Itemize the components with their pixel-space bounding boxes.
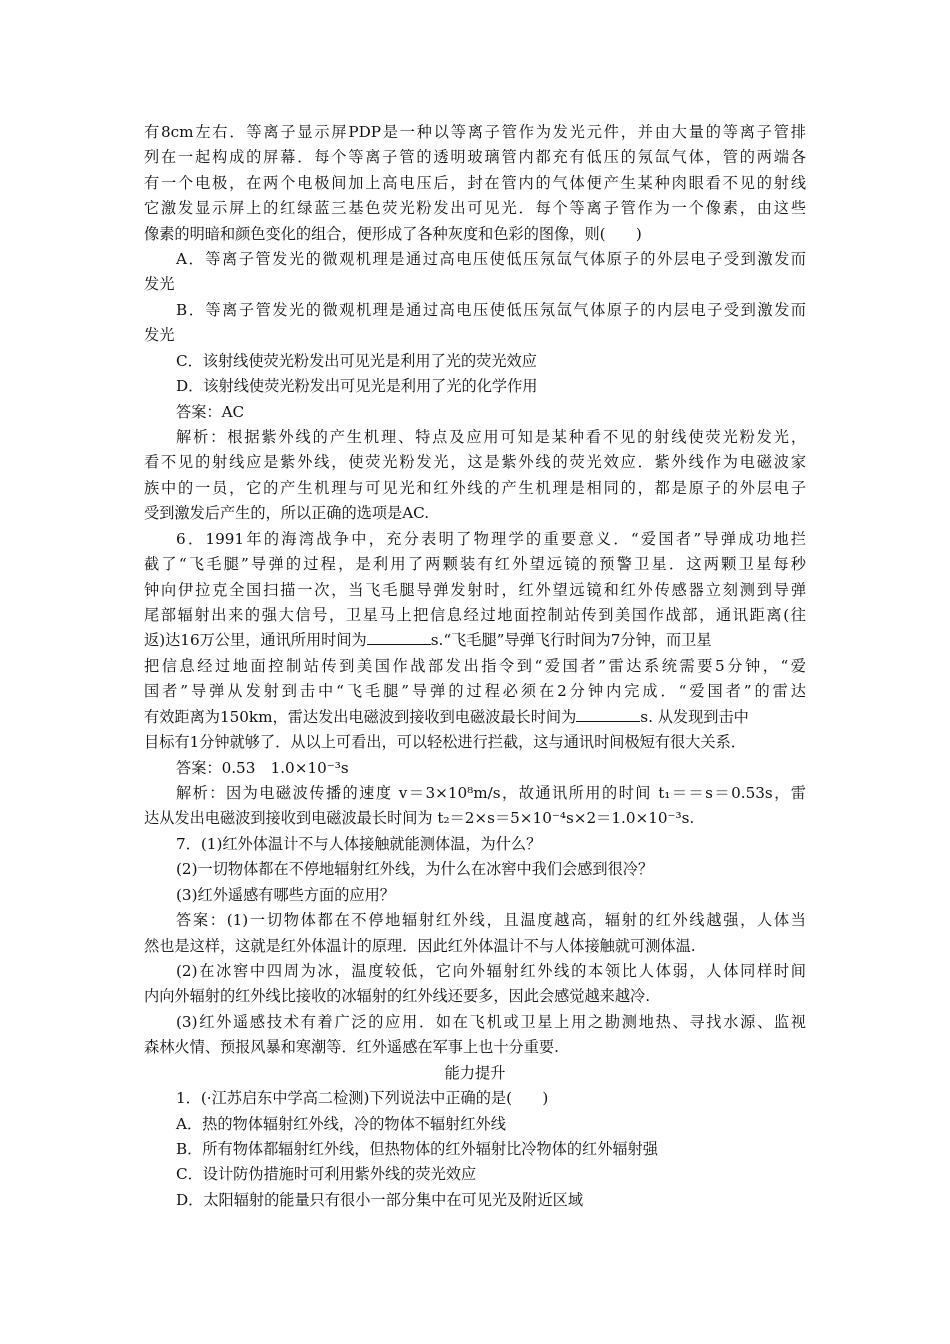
text-line: 像素的明暗和颜色变化的组合，便形成了各种灰度和色彩的图像，则( ) (144, 225, 642, 243)
option-a-cont: 发光 (144, 275, 175, 293)
answer-7-line: 森林火情、预报风暴和寒潮等．红外遥感在军事上也十分重要. (144, 1038, 559, 1056)
text-segment: 有效距离为150km，雷达发出电磁波到接收到电磁波最长时间为 (144, 708, 577, 726)
answer-7-line: 内向外辐射的红外线比接收的冰辐射的红外线还要多，因此会感觉越来越冷. (144, 987, 651, 1005)
explanation-line: 解析：根据紫外线的产生机理、特点及应用可知是某种看不见的射线使荧光粉发光， (176, 428, 806, 446)
question-7-part: (3)红外遥感有哪些方面的应用？ (176, 886, 395, 904)
question-6-line: 把信息经过地面控制站传到美国作战部发出指令到“爱国者”雷达系统需要5分钟，“爱 (144, 657, 806, 675)
text-line: 有一个电极，在两个电极间加上高电压后，封在管内的气体便产生某种肉眼看不见的射线 (144, 174, 806, 192)
question-6-line: 目标有1分钟就够了．从以上可看出，可以轻松进行拦截，这与通讯时间极短有很大关系． (144, 733, 746, 751)
answer-7-line: (2)在冰窖中四周为冰，温度较低，它向外辐射红外线的本领比人体弱，人体同样时间 (176, 962, 806, 980)
answer-7-line: 然也是这样，这就是红外体温计的原理．因此红外体温计不与人体接触就可测体温. (144, 937, 696, 955)
explanation-line: 看不见的射线应是紫外线，使荧光粉发光，这是紫外线的荧光效应．紫外线作为电磁波家 (144, 453, 806, 471)
text-segment: s.“飞毛腿”导弹飞行时间为7分钟，而卫星 (430, 631, 712, 649)
question-6-line (144, 630, 806, 650)
text-segment: s. 从发现到击中 (640, 708, 749, 726)
question-6-line (144, 707, 806, 727)
solution-6-line: 达从发出电磁波到接收到电磁波最长时间为 t₂＝2×s＝5×10⁻⁴s×2＝1.0×10⁻³s. (144, 809, 695, 827)
text-line: 有8cm左右．等离子显示屏PDP是一种以等离子管作为发光元件，并由大量的等离子管排 (144, 123, 806, 141)
answer-6: 答案：0.53 1.0×10⁻³s (176, 759, 349, 777)
question-7-part: (2)一切物体都在不停地辐射红外线，为什么在冰窖中我们会感到很冷？ (176, 860, 654, 878)
option-b-cont: 发光 (144, 326, 175, 344)
answer-blank (576, 707, 640, 722)
text-line: 列在一起构成的屏幕．每个等离子管的透明玻璃管内都充有低压的氖氙气体，管的两端各 (144, 148, 806, 166)
question-6-line: 国者”导弹从发射到击中“飞毛腿”导弹的过程必须在2分钟内完成．“爱国者”的雷达 (144, 682, 806, 700)
text-line: 它激发显示屏上的红绿蓝三基色荧光粉发出可见光．每个等离子管作为一个像素，由这些 (144, 199, 806, 217)
question-7: 7．(1)红外体温计不与人体接触就能测体温，为什么？ (176, 835, 542, 853)
option-b: B．所有物体都辐射红外线，但热物体的红外辐射比冷物体的红外辐射强 (176, 1140, 658, 1158)
practice-question-1: 1．(·江苏启东中学高二检测)下列说法中正确的是( ) (176, 1089, 549, 1107)
option-c: C．设计防伪措施时可利用紫外线的荧光效应 (176, 1165, 477, 1183)
explanation-line: 受到激发后产生的，所以正确的选项是AC. (144, 504, 430, 522)
explanation-line: 族中的一员，它的产生机理与可见光和红外线的产生机理是相同的，都是原子的外层电子 (144, 479, 806, 497)
answer-7: 答案：(1)一切物体都在不停地辐射红外线，且温度越高，辐射的红外线越强，人体当 (176, 911, 806, 929)
answer-5: 答案：AC (176, 403, 245, 421)
option-d: D．该射线使荧光粉发出可见光是利用了光的化学作用 (176, 377, 538, 395)
option-c: C．该射线使荧光粉发出可见光是利用了光的荧光效应 (176, 352, 537, 370)
solution-6: 解析：因为电磁波传播的速度 v＝3×10⁸m/s，故通讯所用的时间 t₁＝＝s＝0.53s，雷 (176, 784, 806, 802)
option-d: D．太阳辐射的能量只有很小一部分集中在可见光及附近区域 (176, 1191, 584, 1209)
question-6: 6．1991年的海湾战争中，充分表明了物理学的重要意义．“爱国者”导弹成功地拦 (176, 530, 806, 548)
option-a: A．等离子管发光的微观机理是通过高电压使低压氖氙气体原子的外层电子受到激发而 (176, 250, 806, 268)
question-6-line: 钟向伊拉克全国扫描一次，当飞毛腿导弹发射时，红外望远镜和红外传感器立刻测到导弹 (144, 581, 806, 599)
option-b: B．等离子管发光的微观机理是通过高电压使低压氖氙气体原子的内层电子受到激发而 (176, 301, 806, 319)
text-segment: 返)达16万公里，通讯所用时间为 (144, 631, 367, 649)
answer-blank (367, 630, 431, 645)
option-a: A．热的物体辐射红外线，冷的物体不辐射红外线 (176, 1115, 506, 1133)
answer-7-line: (3)红外遥感技术有着广泛的应用．如在飞机或卫星上用之勘测地热、寻找水源、监视 (176, 1013, 806, 1031)
question-6-line: 尾部辐射出来的强大信号，卫星马上把信息经过地面控制站传到美国作战部，通讯距离(往 (144, 606, 806, 624)
section-heading: 能力提升 (444, 1064, 506, 1082)
question-6-line: 截了“飞毛腿”导弹的过程，是利用了两颗装有红外望远镜的预警卫星．这两颗卫星每秒 (144, 555, 806, 573)
